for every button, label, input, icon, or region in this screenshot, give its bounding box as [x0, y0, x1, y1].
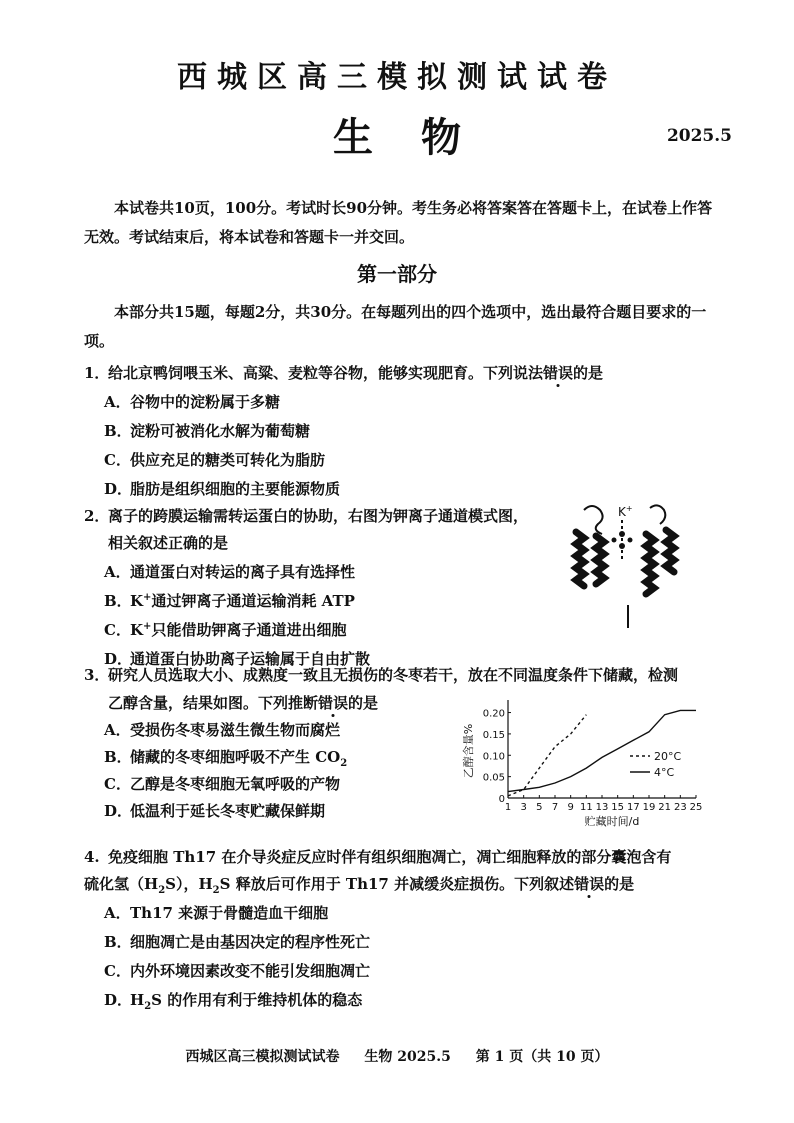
question-4-option-b[interactable]: B．细胞凋亡是由基因决定的程序性死亡	[104, 933, 371, 951]
part-instructions: 本部分共15题，每题2分，共30分。在每题列出的四个选项中，选出最符合题目要求的一项。	[84, 303, 707, 350]
emphasis-word: 错误	[543, 364, 574, 382]
y-axis-label: 乙醇含量%	[462, 723, 475, 779]
emphasis-word: 错误	[318, 694, 349, 712]
page-footer	[0, 1046, 794, 1066]
ion-dot	[628, 538, 633, 543]
question-2-option-c[interactable]: C．K+只能借助钾离子通道进出细胞	[104, 621, 347, 639]
question-4-option-d[interactable]: D．$H_2S$ 的作用有利于维持机体的稳态	[104, 991, 363, 1012]
question-3-option-b[interactable]: B．储藏的冬枣细胞呼吸不产生 $CO_2$	[104, 748, 348, 769]
legend-label: 4°C	[654, 766, 675, 779]
question-4-option-c[interactable]: C．内外环境因素改变不能引发细胞凋亡	[104, 962, 371, 980]
x-tick-label: 23	[673, 802, 687, 813]
x-axis-label: 贮藏时间/d	[584, 815, 640, 828]
question-1-option-c[interactable]: C．供应充足的糖类可转化为脂肪	[104, 451, 326, 469]
x-tick-label: 19	[642, 802, 656, 813]
y-tick-label: 0.15	[482, 729, 505, 741]
x-tick-label: 17	[626, 802, 640, 813]
question-3-option-a[interactable]: A．受损伤冬枣易滋生微生物而腐烂	[104, 721, 341, 739]
y-tick-label: 0.05	[482, 772, 505, 784]
x-tick-label: 15	[611, 802, 625, 813]
y-tick-label: 0	[498, 794, 505, 805]
footer-subject-date: 生物 2025.5	[364, 1049, 451, 1065]
question-1-option-a[interactable]: A．谷物中的淀粉属于多糖	[104, 393, 281, 411]
x-tick-label: 7	[551, 802, 559, 813]
question-1-option-b[interactable]: B．淀粉可被消化水解为葡萄糖	[104, 422, 311, 440]
subject-title: 生物	[333, 114, 509, 161]
question-4-stem-cont: 硫化氢$(H_2S)$，$H_2S$ 释放后可作用于 Th17 并减缓炎症损伤。下列叙述错误的是	[84, 875, 635, 896]
question-number: 4.	[84, 848, 100, 866]
footer-page-number: 第 1 页（共 10 页）	[475, 1049, 609, 1065]
x-tick-label: 9	[567, 802, 574, 813]
exam-date: 2025.5	[666, 126, 732, 146]
x-tick-label: 5	[536, 802, 543, 813]
question-3-stem-cont: 乙醇含量，结果如图。下列推断错误的是	[108, 694, 379, 712]
potassium-channel-figure	[562, 500, 702, 630]
exam-instructions: 本试卷共10页，100分。考试时长90分钟。考生务必将答案答在答题卡上，在试卷上作答无效。考试结束后，将本试卷和答题卡一并交回。	[84, 199, 713, 246]
helix-right-inner	[646, 534, 654, 594]
question-number: 3．	[84, 666, 110, 684]
x-tick-label: 21	[658, 802, 672, 813]
question-1-option-d[interactable]: D．脂肪是组织细胞的主要能源物质	[104, 480, 341, 498]
footer-exam: 西城区高三模拟测试试卷	[185, 1049, 340, 1065]
ethanol-chart	[460, 694, 710, 828]
question-4-stem: 4. 免疫细胞 Th17 在介导炎症反应时伴有组织细胞凋亡，凋亡细胞释放的部分囊泡含有	[84, 848, 672, 866]
legend-label: 20°C	[654, 750, 682, 763]
question-3-stem: 3．研究人员选取大小、成熟度一致且无损伤的冬枣若干，放在不同温度条件下储藏，检测	[84, 666, 679, 684]
helix-left-outer	[576, 532, 584, 586]
y-tick-label: 0.20	[482, 708, 505, 720]
x-tick-label: 11	[579, 802, 593, 813]
question-2-option-b[interactable]: B．K+通过钾离子通道运输消耗 ATP	[104, 592, 355, 610]
question-2-stem: 2．离子的跨膜运输需转运蛋白的协助，右图为钾离子通道模式图，	[84, 507, 529, 525]
y-tick-label: 0.10	[482, 751, 505, 763]
question-3-option-c[interactable]: C．乙醇是冬枣细胞无氧呼吸的产物	[104, 775, 341, 793]
channel-loop-right	[650, 505, 665, 524]
series-line-20°C	[508, 715, 586, 796]
ion-dot	[612, 538, 617, 543]
ion-dot	[619, 531, 625, 537]
helix-right-outer	[666, 530, 674, 572]
x-tick-label: 1	[504, 802, 512, 813]
ion-dot	[619, 543, 625, 549]
x-tick-label: 3	[520, 802, 527, 813]
x-tick-label: 13	[595, 802, 609, 813]
question-2-option-a[interactable]: A．通道蛋白对转运的离子具有选择性	[104, 563, 356, 581]
potassium-label: K+	[618, 504, 633, 519]
question-2-stem-cont: 相关叙述正确的是	[108, 534, 229, 552]
x-tick-label: 25	[689, 802, 703, 813]
question-4-option-a[interactable]: A．Th17 来源于骨髓造血干细胞	[104, 904, 329, 922]
emphasis-word: 错误	[574, 875, 605, 893]
question-3-option-d[interactable]: D．低温利于延长冬枣贮藏保鲜期	[104, 802, 326, 820]
helix-left-inner	[596, 536, 604, 584]
channel-loop-left	[584, 506, 603, 534]
page-title: 西城区高三模拟测试试卷	[177, 60, 617, 95]
question-1-stem: 1．给北京鸭饲喂玉米、高粱、麦粒等谷物，能够实现肥育。下列说法错误的是	[84, 364, 604, 382]
part-title: 第一部分	[357, 262, 437, 286]
question-2-option-d[interactable]: D．通道蛋白协助离子运输属于自由扩散	[104, 650, 371, 668]
question-number: 2．	[84, 507, 110, 525]
question-number: 1．	[84, 364, 110, 382]
